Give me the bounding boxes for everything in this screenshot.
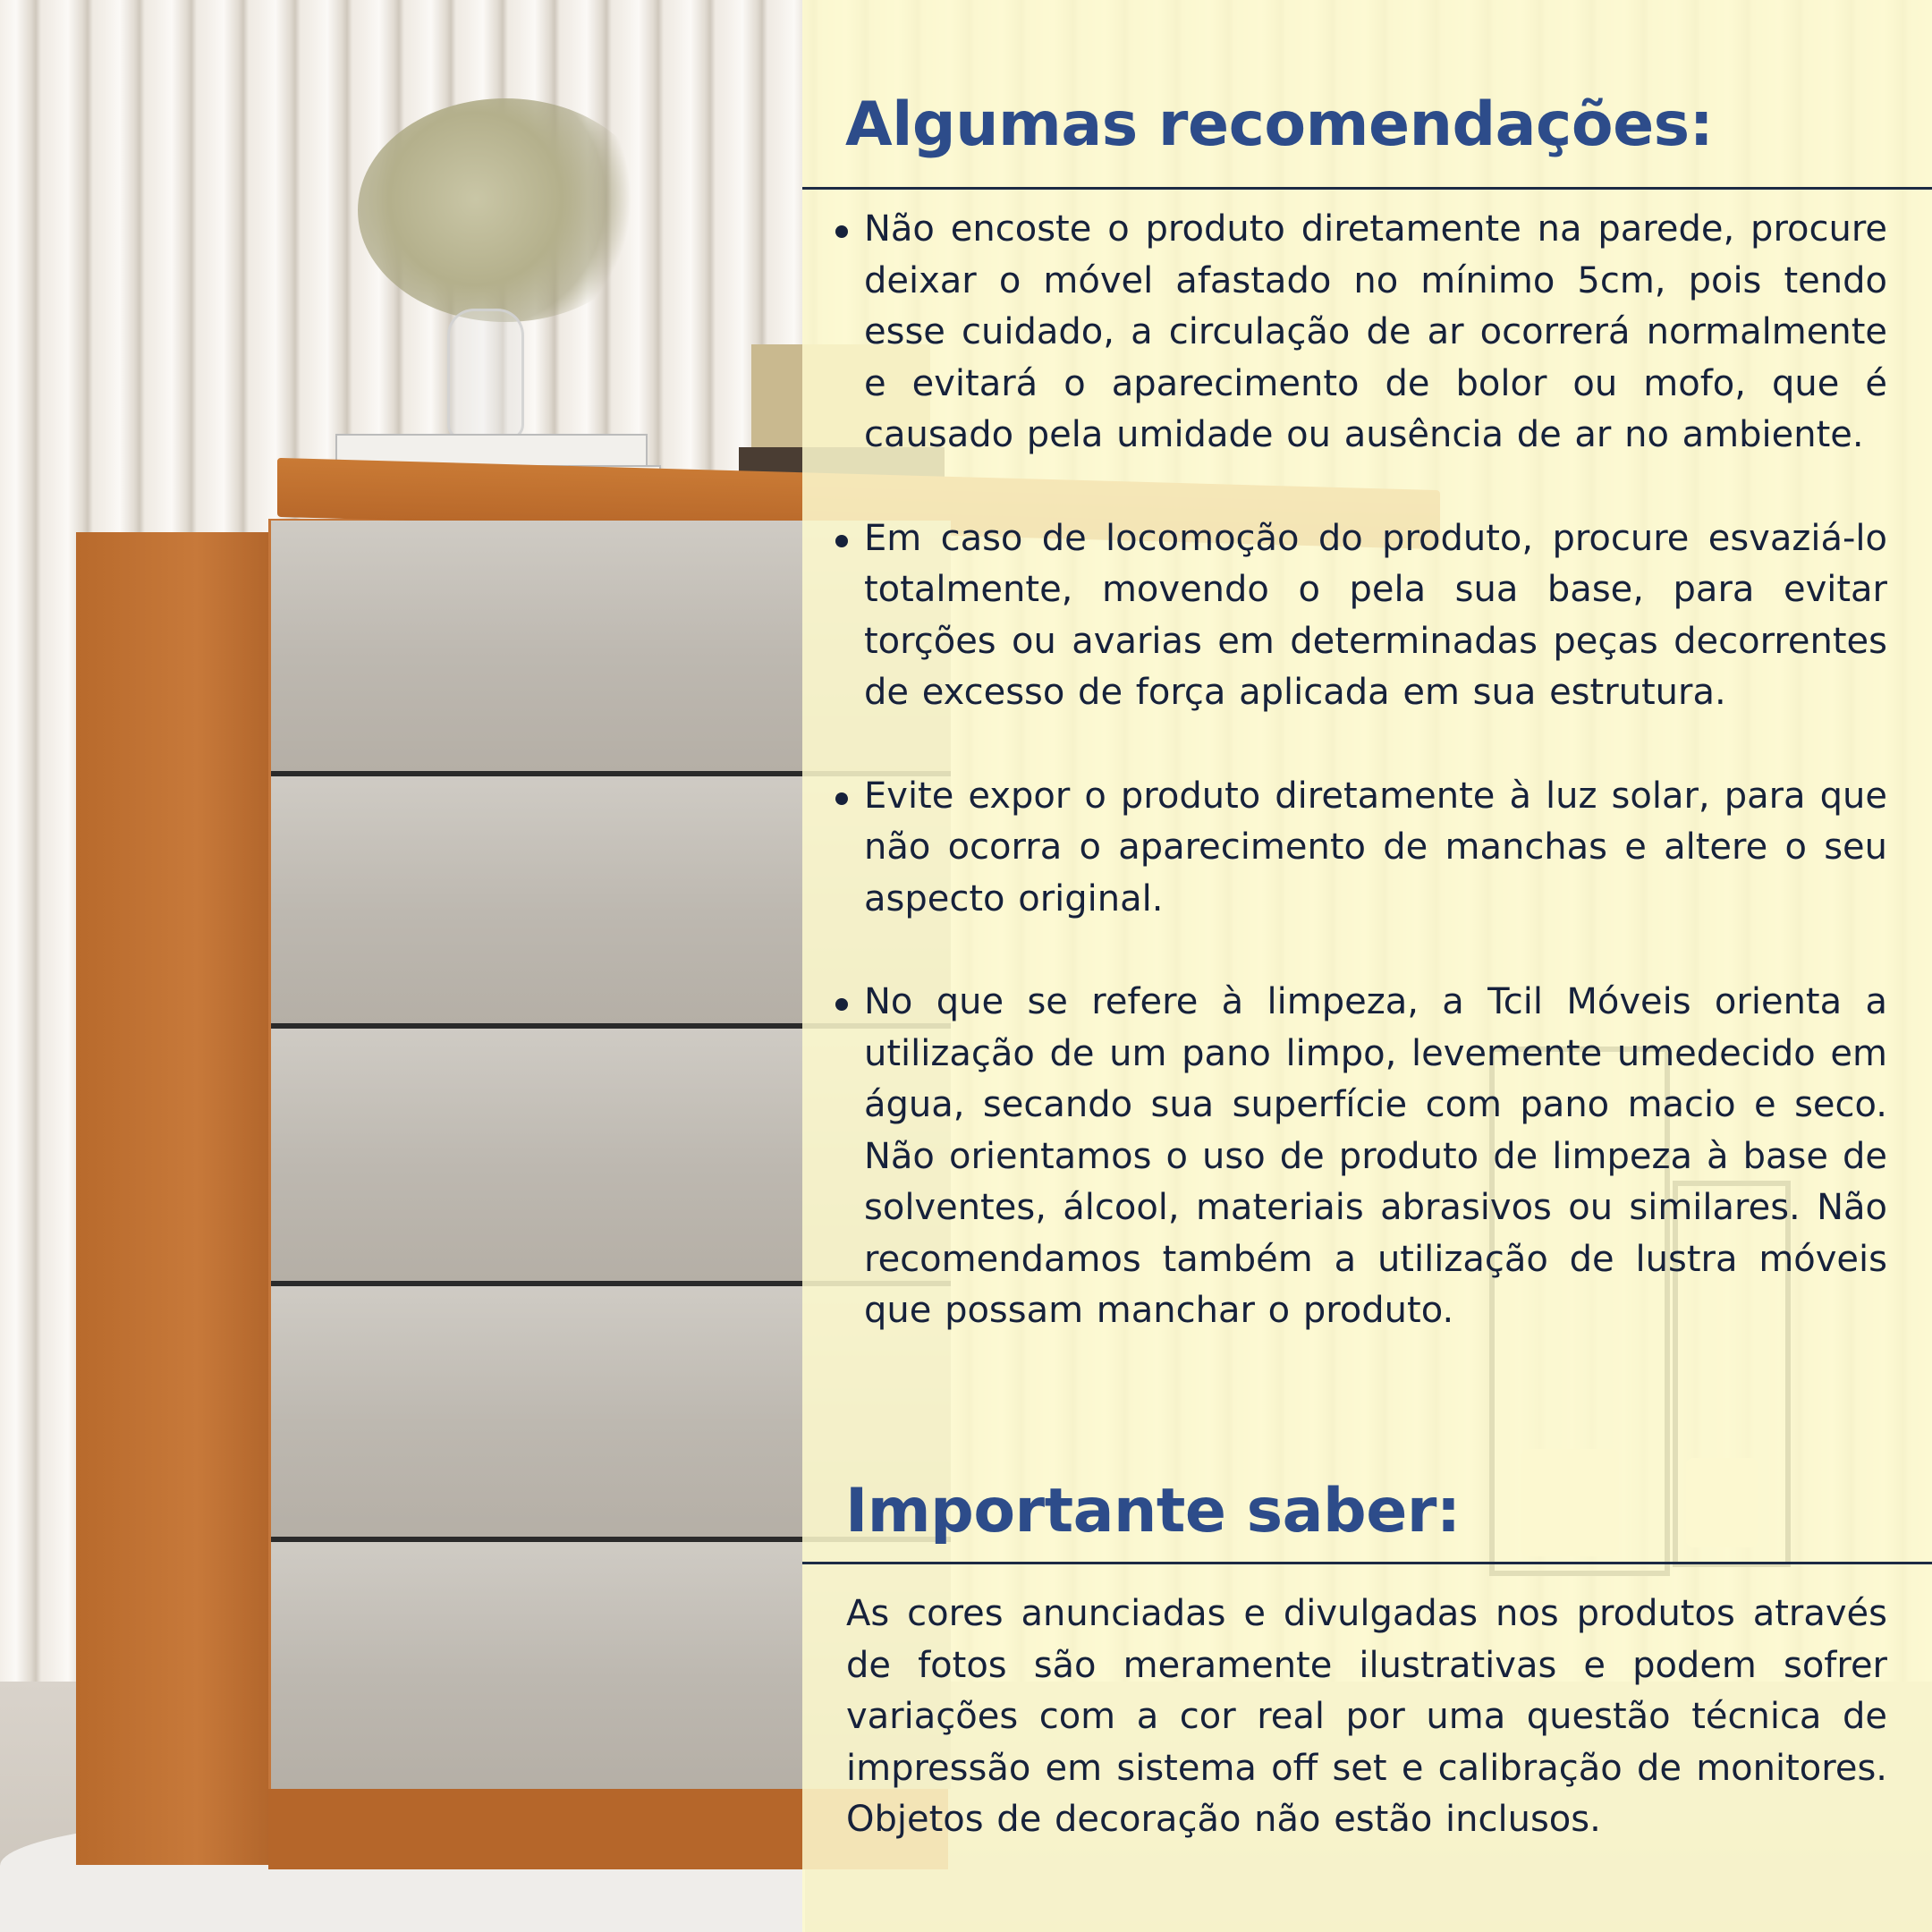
important-divider [802, 1562, 1932, 1564]
title-divider [802, 187, 1932, 190]
recommendations-list [841, 204, 1887, 1389]
recommendation-item: Evite expor o produto diretamente à luz solar, para que não ocorra o aparecimento de manchas e altere o seu aspecto original. [841, 771, 1887, 926]
recommendation-item: Em caso de locomoção do produto, procure esvaziá-lo totalmente, movendo o pela sua base, para evitar torções ou avarias em determinadas peças decorrentes de excesso de força aplicada em sua estrutura. [841, 513, 1887, 719]
decorative-plant [358, 98, 653, 322]
recommendation-item: Não encoste o produto diretamente na parede, procure deixar o móvel afastado no mínimo 5cm, pois tendo esse cuidado, a circulação de ar ocorrerá normalmente e evitará o aparecimento de bolor ou mofo, que é causado pela umidade ou ausência de ar no ambiente. [841, 204, 1887, 462]
recommendation-item: No que se refere à limpeza, a Tcil Móveis orienta a utilização de um pano limpo, levemente umedecido em água, secando sua superfície com pano macio e seco. Não orientamos o uso de produto de limpeza à base de solventes, álcool, materiais abrasivos ou similares. Não recomendamos também a utilização de lustra móveis que possam manchar o produto. [841, 977, 1887, 1337]
glass-vase [447, 309, 524, 439]
dresser-side-panel [76, 532, 277, 1865]
important-text: As cores anunciadas e divulgadas nos produtos através de fotos são meramente ilustrativas e podem sofrer variações com a cor real por uma questão técnica de impressão em sistema off set e calibração de monitores. Objetos de decoração não estão inclusos. [846, 1593, 1887, 1840]
important-title: Importante saber: [845, 1476, 1461, 1546]
recommendations-title: Algumas recomendações: [845, 89, 1714, 160]
